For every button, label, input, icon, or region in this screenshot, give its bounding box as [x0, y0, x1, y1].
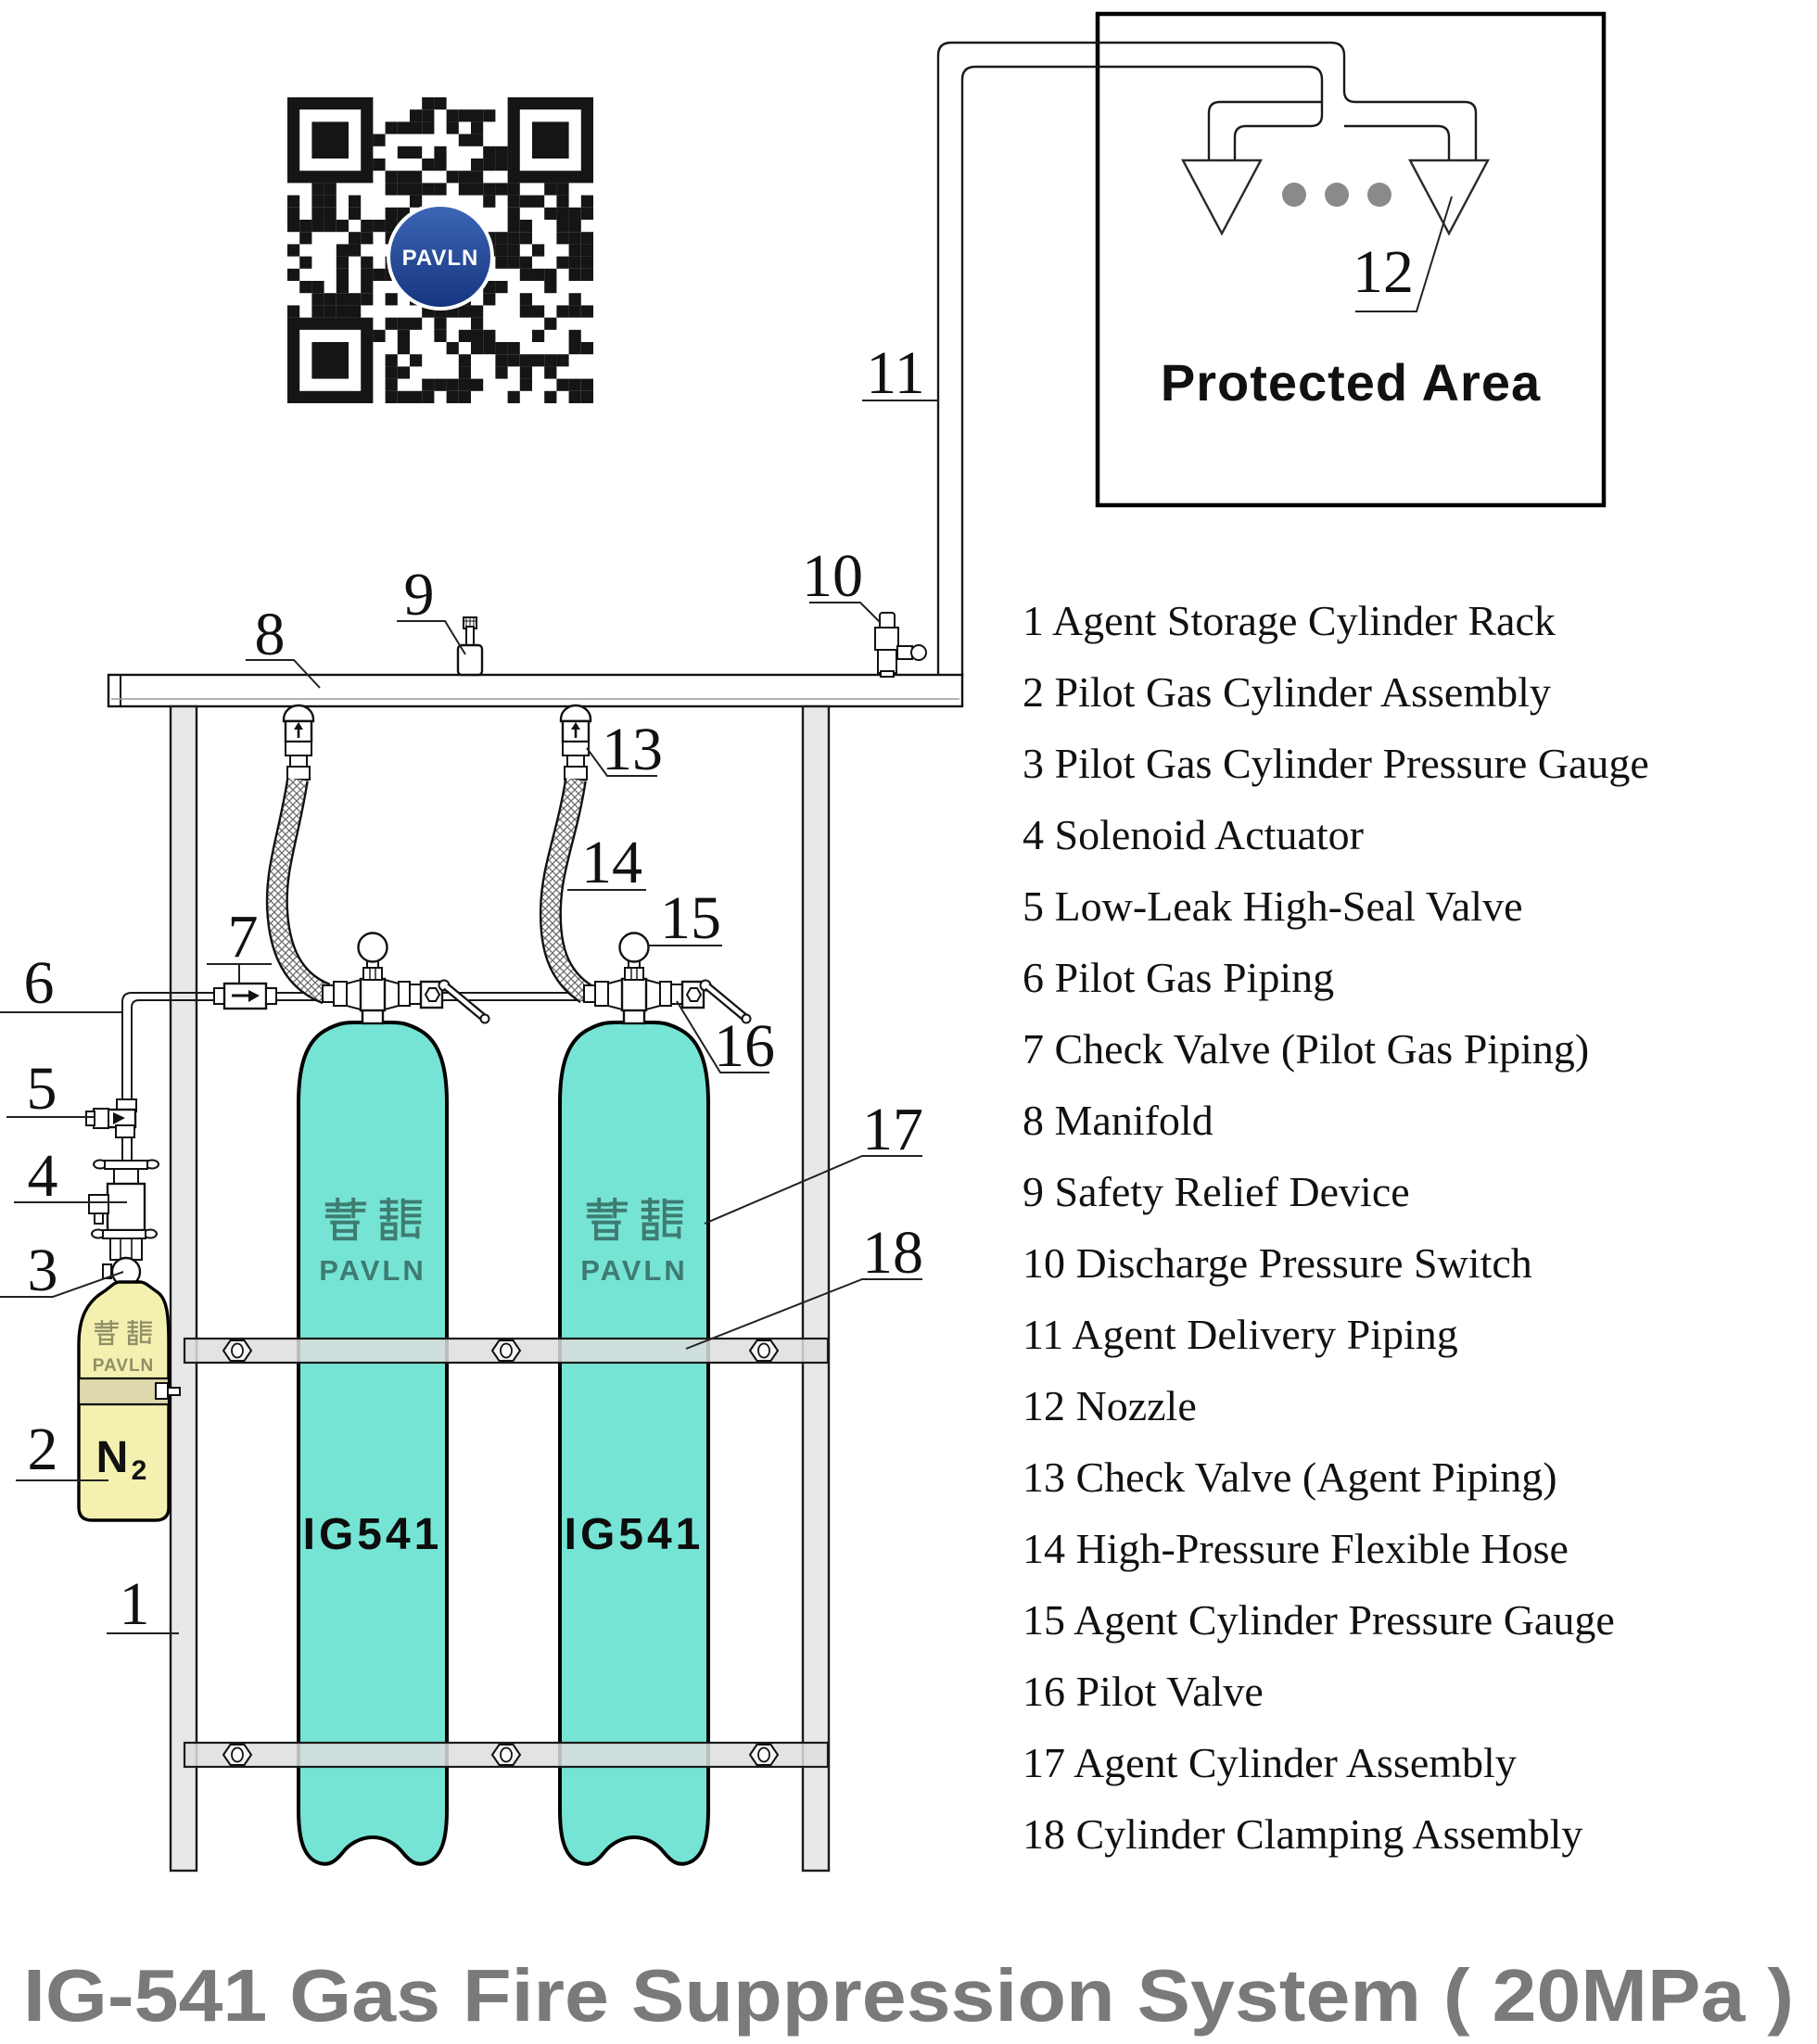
- legend-item-2: 2 Pilot Gas Cylinder Assembly: [1023, 668, 1551, 716]
- protected-area-label: Protected Area: [1160, 353, 1542, 412]
- ellipsis-dot: [1367, 183, 1391, 207]
- pilot-gas-cylinder: [79, 1282, 180, 1520]
- callout-13: 13: [602, 716, 663, 783]
- callout-5: 5: [26, 1055, 57, 1123]
- ellipsis-dot: [1282, 183, 1306, 207]
- callout-9: 9: [403, 561, 435, 628]
- qr-logo: [387, 203, 494, 311]
- callout-17: 17: [862, 1096, 923, 1163]
- check-valve-agent-2: [561, 705, 591, 780]
- low-leak-high-seal-valve: [86, 1099, 136, 1137]
- agent-cylinder-2-label: IG541: [564, 1510, 705, 1559]
- legend-item-7: 7 Check Valve (Pilot Gas Piping): [1023, 1025, 1590, 1073]
- legend-item-16: 16 Pilot Valve: [1023, 1668, 1264, 1715]
- protected-area: [1098, 14, 1604, 505]
- legend-item-10: 10 Discharge Pressure Switch: [1023, 1239, 1532, 1287]
- agent-cylinder-1-brand-en: PAVLN: [319, 1254, 426, 1287]
- discharge-pressure-switch: [875, 613, 926, 677]
- legend-item-4: 4 Solenoid Actuator: [1023, 811, 1364, 858]
- callout-7: 7: [227, 903, 259, 971]
- pilot-cylinder-brand-en: PAVLN: [92, 1356, 155, 1376]
- callout-10: 10: [802, 542, 863, 610]
- pressure-gauge: [620, 933, 649, 962]
- pilot-gas-label: N: [95, 1433, 129, 1482]
- legend-item-17: 17 Agent Cylinder Assembly: [1023, 1739, 1517, 1786]
- legend-item-5: 5 Low-Leak High-Seal Valve: [1023, 882, 1523, 930]
- legend-item-13: 13 Check Valve (Agent Piping): [1023, 1454, 1557, 1501]
- callout-3: 3: [27, 1237, 58, 1304]
- safety-relief-device: [458, 617, 482, 675]
- rack-post-right: [803, 706, 829, 1871]
- solenoid-actuator: [89, 1161, 159, 1261]
- check-valve-pilot: [214, 984, 276, 1009]
- pressure-gauge: [359, 933, 388, 962]
- callout-1: 1: [119, 1570, 150, 1638]
- callout-15: 15: [660, 884, 721, 952]
- agent-cylinder-1: [299, 1022, 447, 1864]
- qr-logo-text: PAVLN: [401, 246, 479, 271]
- legend-item-1: 1 Agent Storage Cylinder Rack: [1023, 597, 1556, 644]
- callout-12: 12: [1353, 238, 1414, 306]
- legend-item-9: 9 Safety Relief Device: [1023, 1168, 1410, 1215]
- legend-item-14: 14 High-Pressure Flexible Hose: [1023, 1525, 1569, 1572]
- legend-item-18: 18 Cylinder Clamping Assembly: [1023, 1810, 1583, 1858]
- ellipsis-dot: [1325, 183, 1349, 207]
- manifold: [108, 675, 962, 706]
- callout-4: 4: [27, 1142, 58, 1210]
- rack-post-left: [171, 706, 197, 1871]
- callout-6: 6: [23, 949, 55, 1017]
- legend-item-6: 6 Pilot Gas Piping: [1023, 954, 1335, 1001]
- flexible-hoses: [277, 780, 586, 994]
- callout-16: 16: [714, 1012, 775, 1080]
- legend-item-15: 15 Agent Cylinder Pressure Gauge: [1023, 1596, 1615, 1644]
- legend-item-8: 8 Manifold: [1023, 1097, 1213, 1144]
- legend-item-11: 11 Agent Delivery Piping: [1023, 1311, 1458, 1358]
- callout-14: 14: [581, 829, 642, 896]
- callout-18: 18: [862, 1219, 923, 1287]
- pilot-valve: [421, 981, 489, 1023]
- callout-11: 11: [866, 339, 925, 407]
- page-title: IG-541 Gas Fire Suppression System ( 20MPa ): [23, 1954, 1795, 2037]
- legend-item-3: 3 Pilot Gas Cylinder Pressure Gauge: [1023, 740, 1649, 787]
- legend-item-12: 12 Nozzle: [1023, 1382, 1197, 1429]
- callout-2: 2: [27, 1416, 58, 1483]
- callout-8: 8: [254, 601, 286, 668]
- pilot-gas-label-sub: 2: [131, 1455, 147, 1486]
- legend: [1023, 597, 1649, 1858]
- agent-cylinder-2: [560, 1022, 708, 1864]
- protected-area-box: [1098, 14, 1604, 505]
- agent-cylinder-2-brand-en: PAVLN: [580, 1254, 688, 1287]
- agent-cylinder-1-label: IG541: [302, 1510, 443, 1559]
- cylinder-clamping-assembly: [184, 1339, 828, 1767]
- agent-valve-1: [323, 933, 489, 1024]
- check-valve-agent-1: [284, 705, 313, 780]
